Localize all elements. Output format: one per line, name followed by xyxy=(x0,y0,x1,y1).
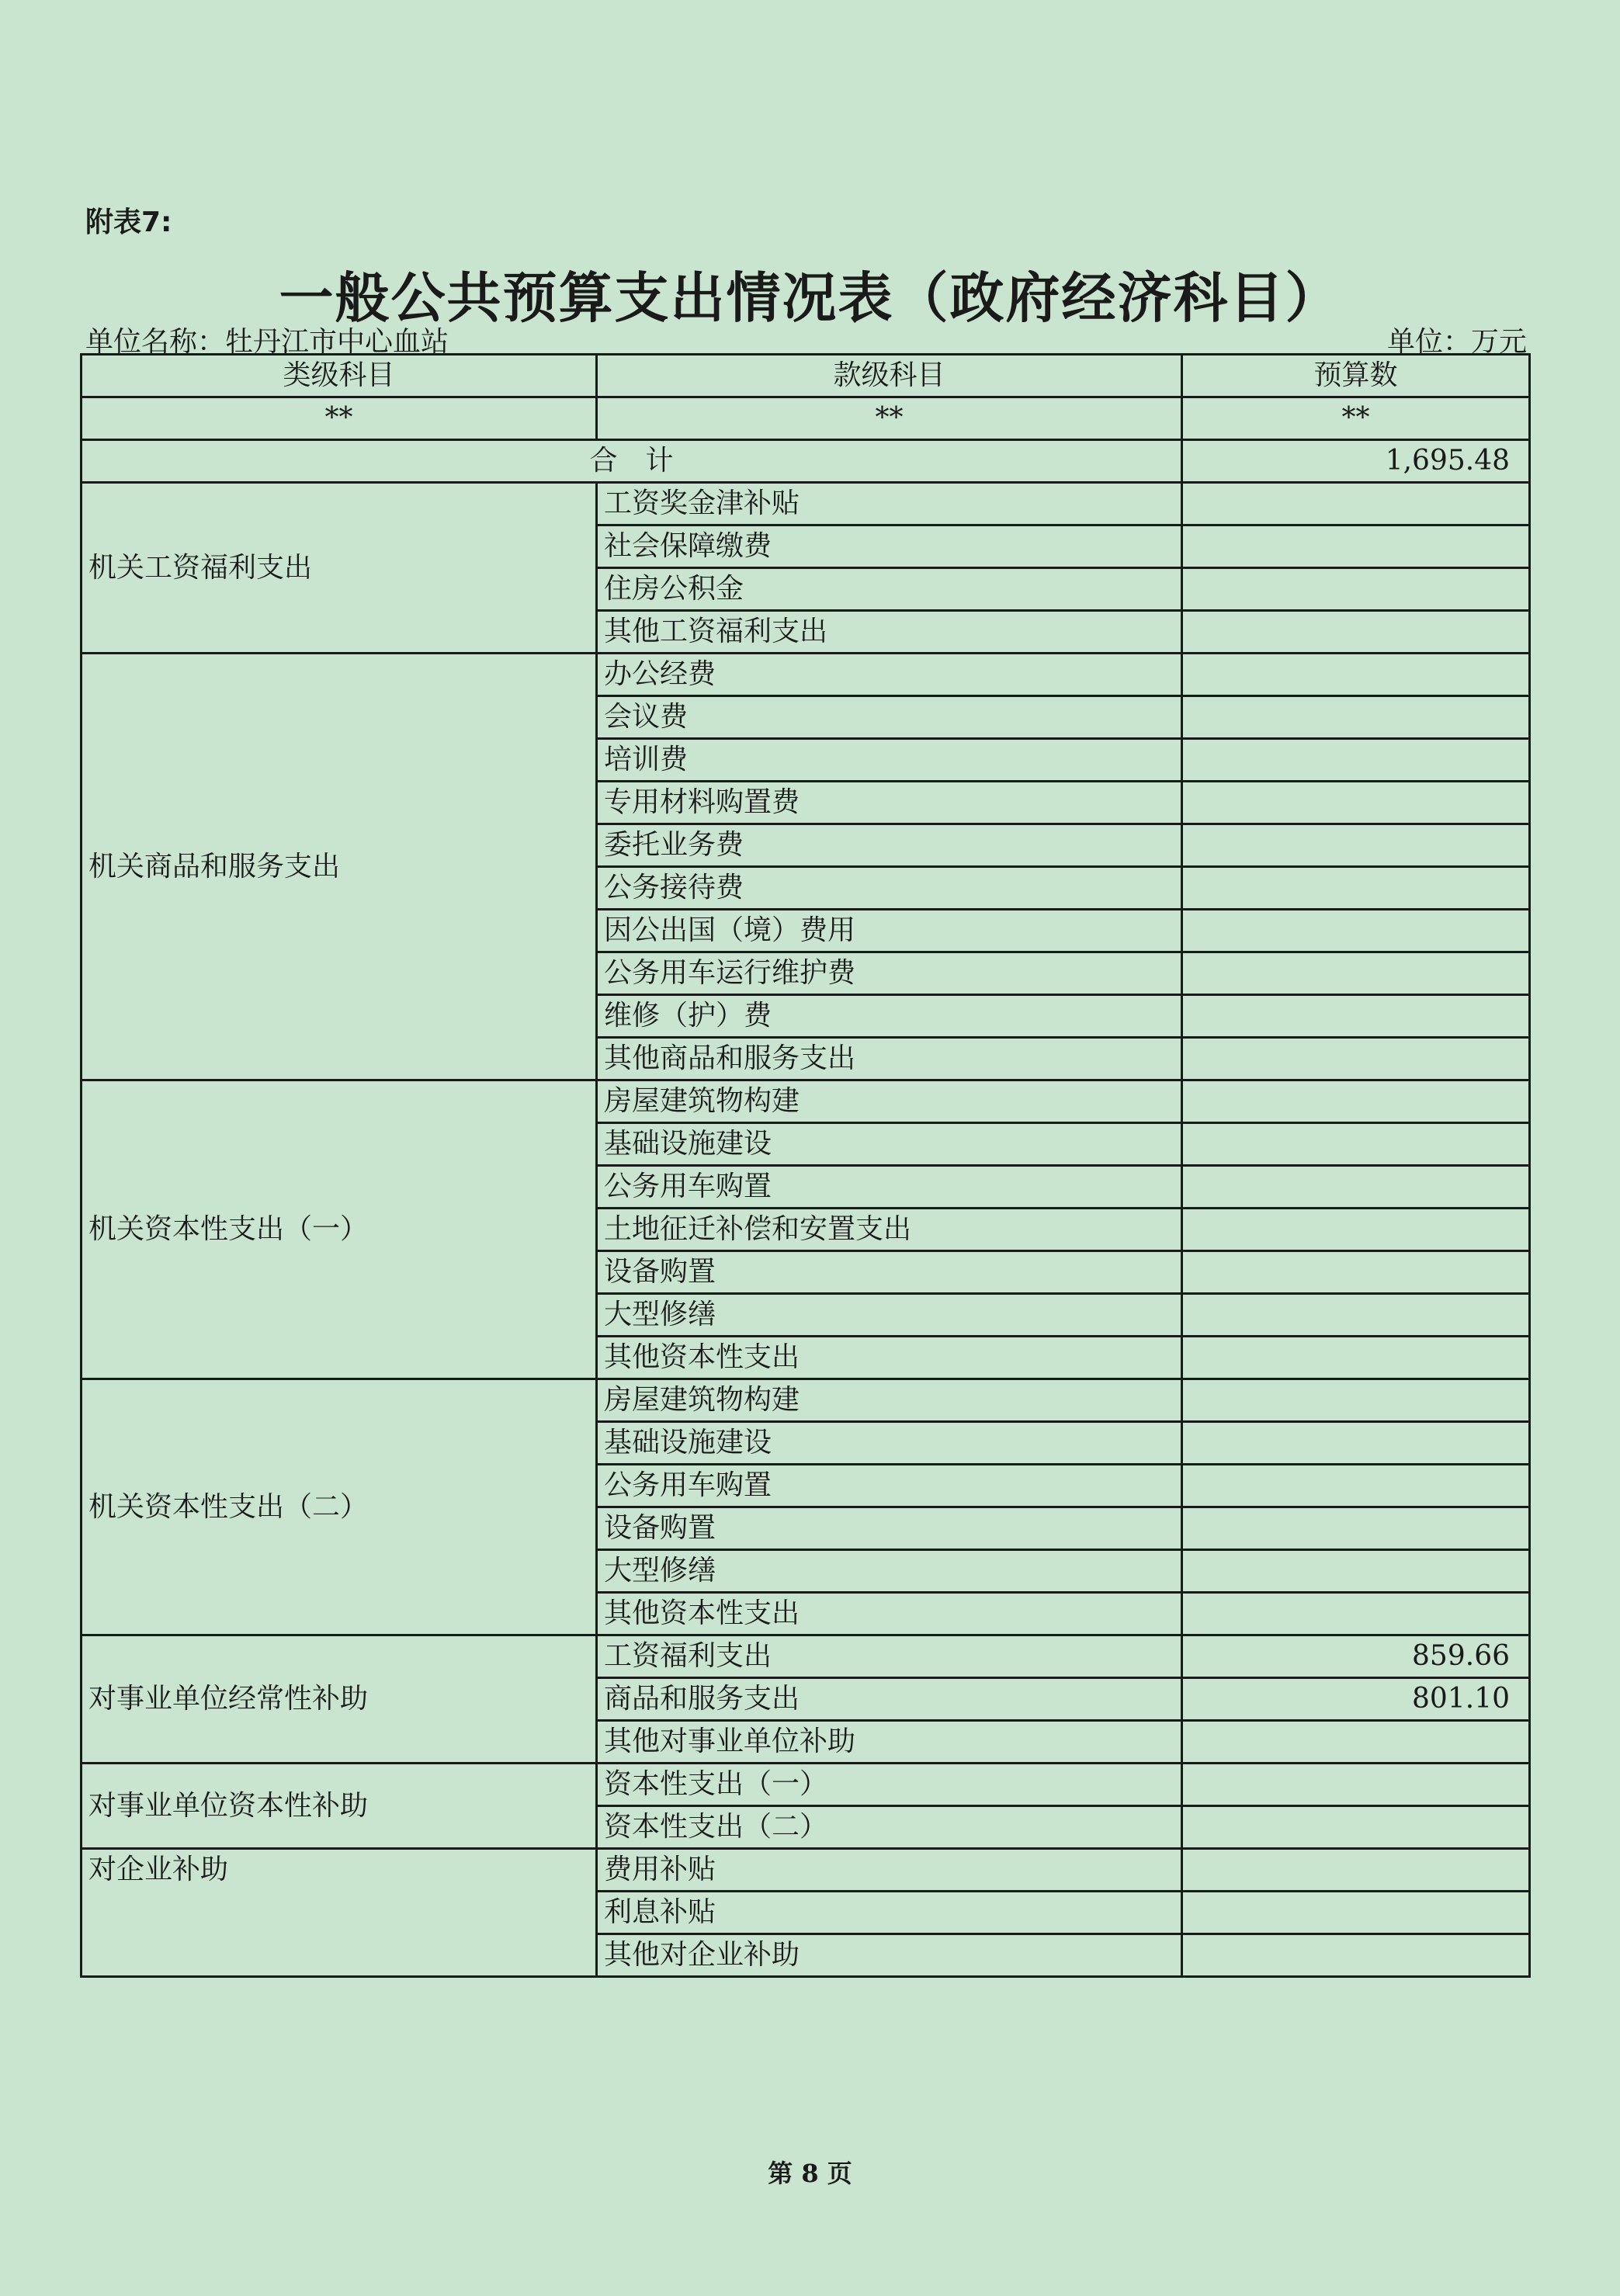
item-value xyxy=(1182,1123,1530,1166)
item-label: 公务用车购置 xyxy=(597,1166,1182,1209)
item-label: 公务接待费 xyxy=(597,867,1182,910)
item-value: 801.10 xyxy=(1182,1678,1530,1721)
item-value xyxy=(1182,1379,1530,1422)
item-value xyxy=(1182,1038,1530,1080)
item-label: 商品和服务支出 xyxy=(597,1678,1182,1721)
item-value xyxy=(1182,995,1530,1038)
item-value xyxy=(1182,952,1530,995)
item-value xyxy=(1182,1764,1530,1806)
item-label: 房屋建筑物构建 xyxy=(597,1379,1182,1422)
item-value xyxy=(1182,1849,1530,1892)
item-label: 其他资本性支出 xyxy=(597,1337,1182,1379)
item-label: 住房公积金 xyxy=(597,568,1182,611)
code-budget: ** xyxy=(1182,397,1530,440)
category-name: 机关资本性支出（一） xyxy=(82,1080,597,1379)
item-value xyxy=(1182,739,1530,782)
item-label: 房屋建筑物构建 xyxy=(597,1080,1182,1123)
header-item: 款级科目 xyxy=(597,355,1182,397)
page-title: 一般公共预算支出情况表（政府经济科目） xyxy=(279,266,1341,330)
item-value xyxy=(1182,1721,1530,1764)
item-label: 其他资本性支出 xyxy=(597,1593,1182,1635)
table-row xyxy=(82,1379,1530,1422)
item-label: 公务用车购置 xyxy=(597,1465,1182,1507)
code-category: ** xyxy=(82,397,597,440)
total-label: 合 计 xyxy=(82,440,1182,483)
item-label: 利息补贴 xyxy=(597,1892,1182,1934)
item-value xyxy=(1182,1934,1530,1977)
item-label: 其他商品和服务支出 xyxy=(597,1038,1182,1080)
item-label: 大型修缮 xyxy=(597,1294,1182,1337)
item-value xyxy=(1182,867,1530,910)
item-value xyxy=(1182,1593,1530,1635)
item-value xyxy=(1182,1294,1530,1337)
table-body xyxy=(82,483,1530,1977)
item-value xyxy=(1182,568,1530,611)
code-row xyxy=(82,397,1530,440)
table-row xyxy=(82,654,1530,696)
item-label: 工资福利支出 xyxy=(597,1635,1182,1678)
unit-name: 单位名称：牡丹江市中心血站 xyxy=(85,326,449,358)
category-name: 机关商品和服务支出 xyxy=(82,654,597,1080)
item-value xyxy=(1182,525,1530,568)
item-label: 办公经费 xyxy=(597,654,1182,696)
item-value xyxy=(1182,654,1530,696)
attachment-label: 附表7: xyxy=(85,206,172,238)
category-name: 对事业单位资本性补助 xyxy=(82,1764,597,1849)
item-value xyxy=(1182,611,1530,654)
category-name: 对企业补助 xyxy=(82,1849,597,1977)
item-value xyxy=(1182,483,1530,525)
header-row xyxy=(82,355,1530,397)
item-value xyxy=(1182,1806,1530,1849)
table-row xyxy=(82,1080,1530,1123)
item-label: 土地征迁补偿和安置支出 xyxy=(597,1209,1182,1251)
category-name: 机关资本性支出（二） xyxy=(82,1379,597,1635)
item-label: 会议费 xyxy=(597,696,1182,739)
item-value xyxy=(1182,1209,1530,1251)
header-budget: 预算数 xyxy=(1182,355,1530,397)
item-label: 委托业务费 xyxy=(597,824,1182,867)
budget-table xyxy=(80,353,1531,1978)
item-value xyxy=(1182,782,1530,824)
item-value xyxy=(1182,1507,1530,1550)
item-value xyxy=(1182,1337,1530,1379)
item-label: 培训费 xyxy=(597,739,1182,782)
item-label: 专用材料购置费 xyxy=(597,782,1182,824)
item-label: 因公出国（境）费用 xyxy=(597,910,1182,952)
table-row xyxy=(82,1764,1530,1806)
item-value xyxy=(1182,1251,1530,1294)
table-row xyxy=(82,1635,1530,1678)
item-value xyxy=(1182,824,1530,867)
table-row xyxy=(82,1849,1530,1892)
item-value xyxy=(1182,1422,1530,1465)
item-label: 设备购置 xyxy=(597,1507,1182,1550)
item-label: 基础设施建设 xyxy=(597,1422,1182,1465)
item-label: 其他对事业单位补助 xyxy=(597,1721,1182,1764)
item-label: 其他对企业补助 xyxy=(597,1934,1182,1977)
item-label: 设备购置 xyxy=(597,1251,1182,1294)
item-label: 维修（护）费 xyxy=(597,995,1182,1038)
item-label: 工资奖金津补贴 xyxy=(597,483,1182,525)
item-value xyxy=(1182,1465,1530,1507)
item-label: 资本性支出（二） xyxy=(597,1806,1182,1849)
item-label: 其他工资福利支出 xyxy=(597,611,1182,654)
item-label: 资本性支出（一） xyxy=(597,1764,1182,1806)
code-item: ** xyxy=(597,397,1182,440)
item-label: 费用补贴 xyxy=(597,1849,1182,1892)
total-row xyxy=(82,440,1530,483)
item-value: 859.66 xyxy=(1182,1635,1530,1678)
item-label: 社会保障缴费 xyxy=(597,525,1182,568)
item-label: 公务用车运行维护费 xyxy=(597,952,1182,995)
item-value xyxy=(1182,696,1530,739)
item-value xyxy=(1182,910,1530,952)
item-value xyxy=(1182,1892,1530,1934)
category-name: 机关工资福利支出 xyxy=(82,483,597,654)
item-value xyxy=(1182,1080,1530,1123)
item-label: 基础设施建设 xyxy=(597,1123,1182,1166)
currency-unit: 单位：万元 xyxy=(1386,326,1527,358)
total-value: 1,695.48 xyxy=(1182,440,1530,483)
category-name: 对事业单位经常性补助 xyxy=(82,1635,597,1764)
table-row xyxy=(82,483,1530,525)
item-label: 大型修缮 xyxy=(597,1550,1182,1593)
header-category: 类级科目 xyxy=(82,355,597,397)
item-value xyxy=(1182,1166,1530,1209)
page-number: 第 8 页 xyxy=(768,2159,852,2188)
item-value xyxy=(1182,1550,1530,1593)
